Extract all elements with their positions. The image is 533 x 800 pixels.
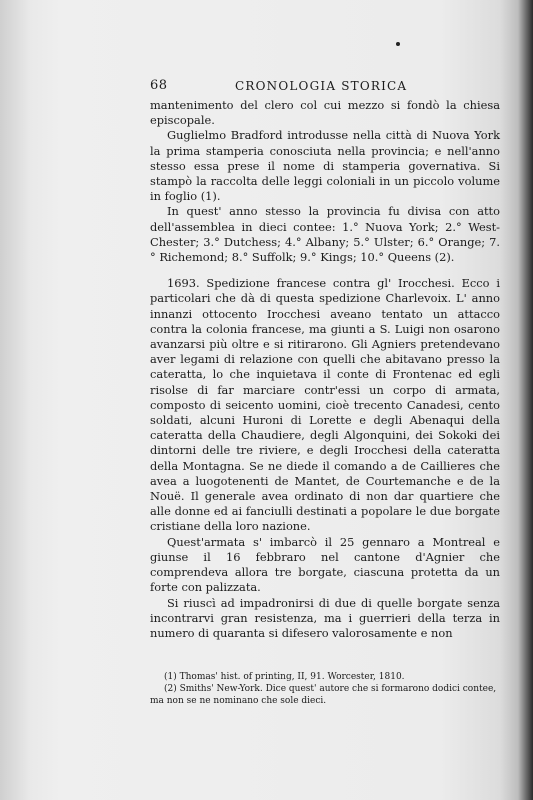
paragraph-1693: 1693. Spedizione francese contra gl' Irocchesi. Ecco i particolari che dà di questa spedizione Charlevoix. L' anno innanzi ottocento Irocchesi aveano tentato un attacco contra la colonia francese, ma giunti a S. Luigi non osarono avanzarsi più oltre e si ritirarono. Gli Agniers pretendevano aver legami di relazione con quelli che abitavano presso la cateratta, lo che inquietava il conte di Frontenac ed egli risolse di far marciare contr'essi un corpo di armata, composto di seicento uomini, cioè trecento Canadesi, cento soldati, alcuni Huroni di Lorette e degli Abenaqui della cateratta della Chaudiere, degli Algonquini, dei Sokoki dei dintorni delle tre riviere, e degli Irocchesi della cateratta della Montagna. Se ne diede il comando a de Caillieres che avea a luogotenenti de Mantet, de Courtemanche e de la Nouë. Il generale avea ordinato di non dar quartiere che alle donne ed ai fanciulli destinati a popolare le due borgate cristiane della loro nazione. (150, 276, 500, 534)
footnote-2: (2) Smiths' New-York. Dice quest' autore che si formarono dodici contee, ma non se ne nominano che sole dieci. (150, 684, 497, 707)
body-text (150, 98, 500, 641)
footnotes (150, 671, 500, 707)
paragraph-continuation: mantenimento del clero col cui mezzo si fondò la chiesa episcopale. (150, 98, 500, 128)
paragraph-counties: In quest' anno stesso la provincia fu divisa con atto dell'assemblea in dieci contee: 1.° Nuova York; 2.° West-Chester; 3.° Dutchess; 4.° Albany; 5.° Ulster; 6.° Orange; 7.° Richemond; 8.° Suffolk; 9.° Kings; 10.° Queens (2). (150, 204, 500, 265)
page-number: 68 (150, 78, 168, 93)
paragraph-army: Quest'armata s' imbarcò il 25 gennaro a Montreal e giunse il 16 febbraro nel cantone d'Agnier che comprendeva allora tre borgate, ciascuna protetta da un forte con palizzata. (150, 534, 500, 595)
running-head: CRONOLOGIA STORICA (235, 79, 408, 93)
ink-speck (396, 42, 400, 46)
book-page (150, 78, 500, 707)
paragraph-villages: Si riuscì ad impadronirsi di due di quelle borgate senza incontrarvi gran resistenza, ma i guerrieri della terza in numero di quaranta si difesero valorosamente e non (150, 595, 500, 640)
page-header (150, 78, 500, 98)
paragraph-bradford: Guglielmo Bradford introdusse nella città di Nuova York la prima stamperia conosciuta nella provincia; e nell'anno stesso essa prese il nome di stamperia governativa. Si stampò la raccolta delle leggi coloniali in un piccolo volume in foglio (1). (150, 128, 500, 204)
footnote-1: (1) Thomas' hist. of printing, II, 91. Worcester, 1810. (164, 672, 405, 683)
